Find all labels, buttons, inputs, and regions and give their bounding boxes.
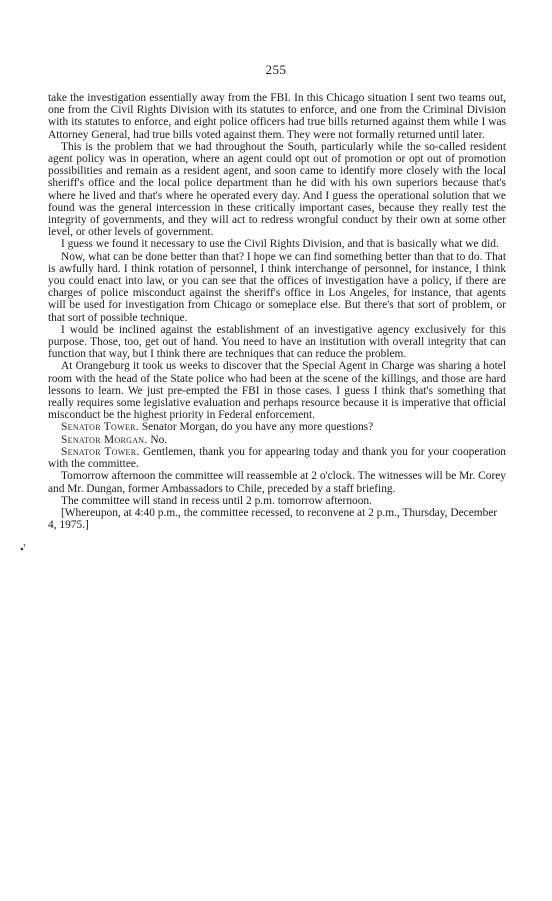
closing-2: The committee will stand in recess until 2 p.m. tomorrow afternoon. [61,494,372,507]
recess-note: [Whereupon, at 4:40 p.m., the committee recessed, to reconvene at 2 p.m., Thursday, December 4, 1975.] [48,506,498,532]
paragraph-3: I guess we found it necessary to use the Civil Rights Division, and that is basically what we did. [61,238,499,251]
paragraph-6: At Orangeburg it took us weeks to discover that the Special Agent in Charge was sharing a hotel room with the head of the State police who had been at the scene of the killings, and those are hard lessons to learn. We just pre-empted the FBI in those cases. I guess I think that's something that really requires some legislative evaluation and perhaps resource because it is imperative that official misconduct be the highest priority in Federal enforcement. [48,360,506,422]
speaker-name: Senator Tower. [61,421,139,434]
speaker-name: Senator Tower. [61,445,140,458]
paragraph-5: I would be inclined against the establishment of an investigative agency exclusively for this purpose. Those, too, get out of hand. You need to have an institution with overall integrity that can function that way, but I think there are techniques that can reduce the problem. [48,323,506,361]
speaker-text: No. [150,433,168,446]
paragraph-2: This is the problem that we had throughout the South, particularly while the so-called resident agent policy was in operation, where an agent could opt out of promotion or opt out of promotion possibilities and remain as a resident agent, and soon came to identify more closely with the local sheriff's office and the local police department than he did with his own superiors because that's where he lived and that's where he operated every day. And I guess the operational solution that we found was the general intercession in these critically important cases, because they really test the integrity of governments, and they will act to redress wrongful conduct by their own at some other level, or other levels of government. [48,140,506,239]
paragraph-4: Now, what can be done better than that? I hope we can find something better than that to do. That is awfully hard. I think rotation of personnel, I think interchange of personnel, for instance, I think you could enact into law, or you can see that the offices of investigation have a policy, if there are charges of police misconduct against the sheriff's office in Los Angeles, for instance, that agents will be used for investigation from Chicago or someplace else. But there's that sort of problem, or that sort of possible technique. [48,250,506,324]
paragraph-1: take the investigation essentially away from the FBI. In this Chicago situation I sent two teams out, one from the Civil Rights Division with its statutes to enforce, and one from the Criminal Division with its statutes to enforce, and eight police officers had true bills returned against them while I was Attorney General, had true bills voted against them. They were not formally returned until later. [48,92,506,141]
exchange-2 [48,434,506,446]
closing-1: Tomorrow afternoon the committee will reassemble at 2 o'clock. The witnesses will be Mr. Corey and Mr. Dungan, former Ambassadors to Chile, preceded by a staff briefing. [48,470,506,495]
exchange-3 [48,446,506,470]
speaker-text: Senator Morgan, do you have any more questions? [141,421,374,434]
body-text [48,92,506,531]
speaker-text: Gentlemen, thank you for appearing today and thank you for your cooperation with the committee. [48,445,506,471]
exchange-1 [48,421,506,433]
margin-mark: •’ [18,542,30,556]
speaker-name: Senator Morgan. [61,433,148,446]
page-number: 255 [265,62,287,77]
